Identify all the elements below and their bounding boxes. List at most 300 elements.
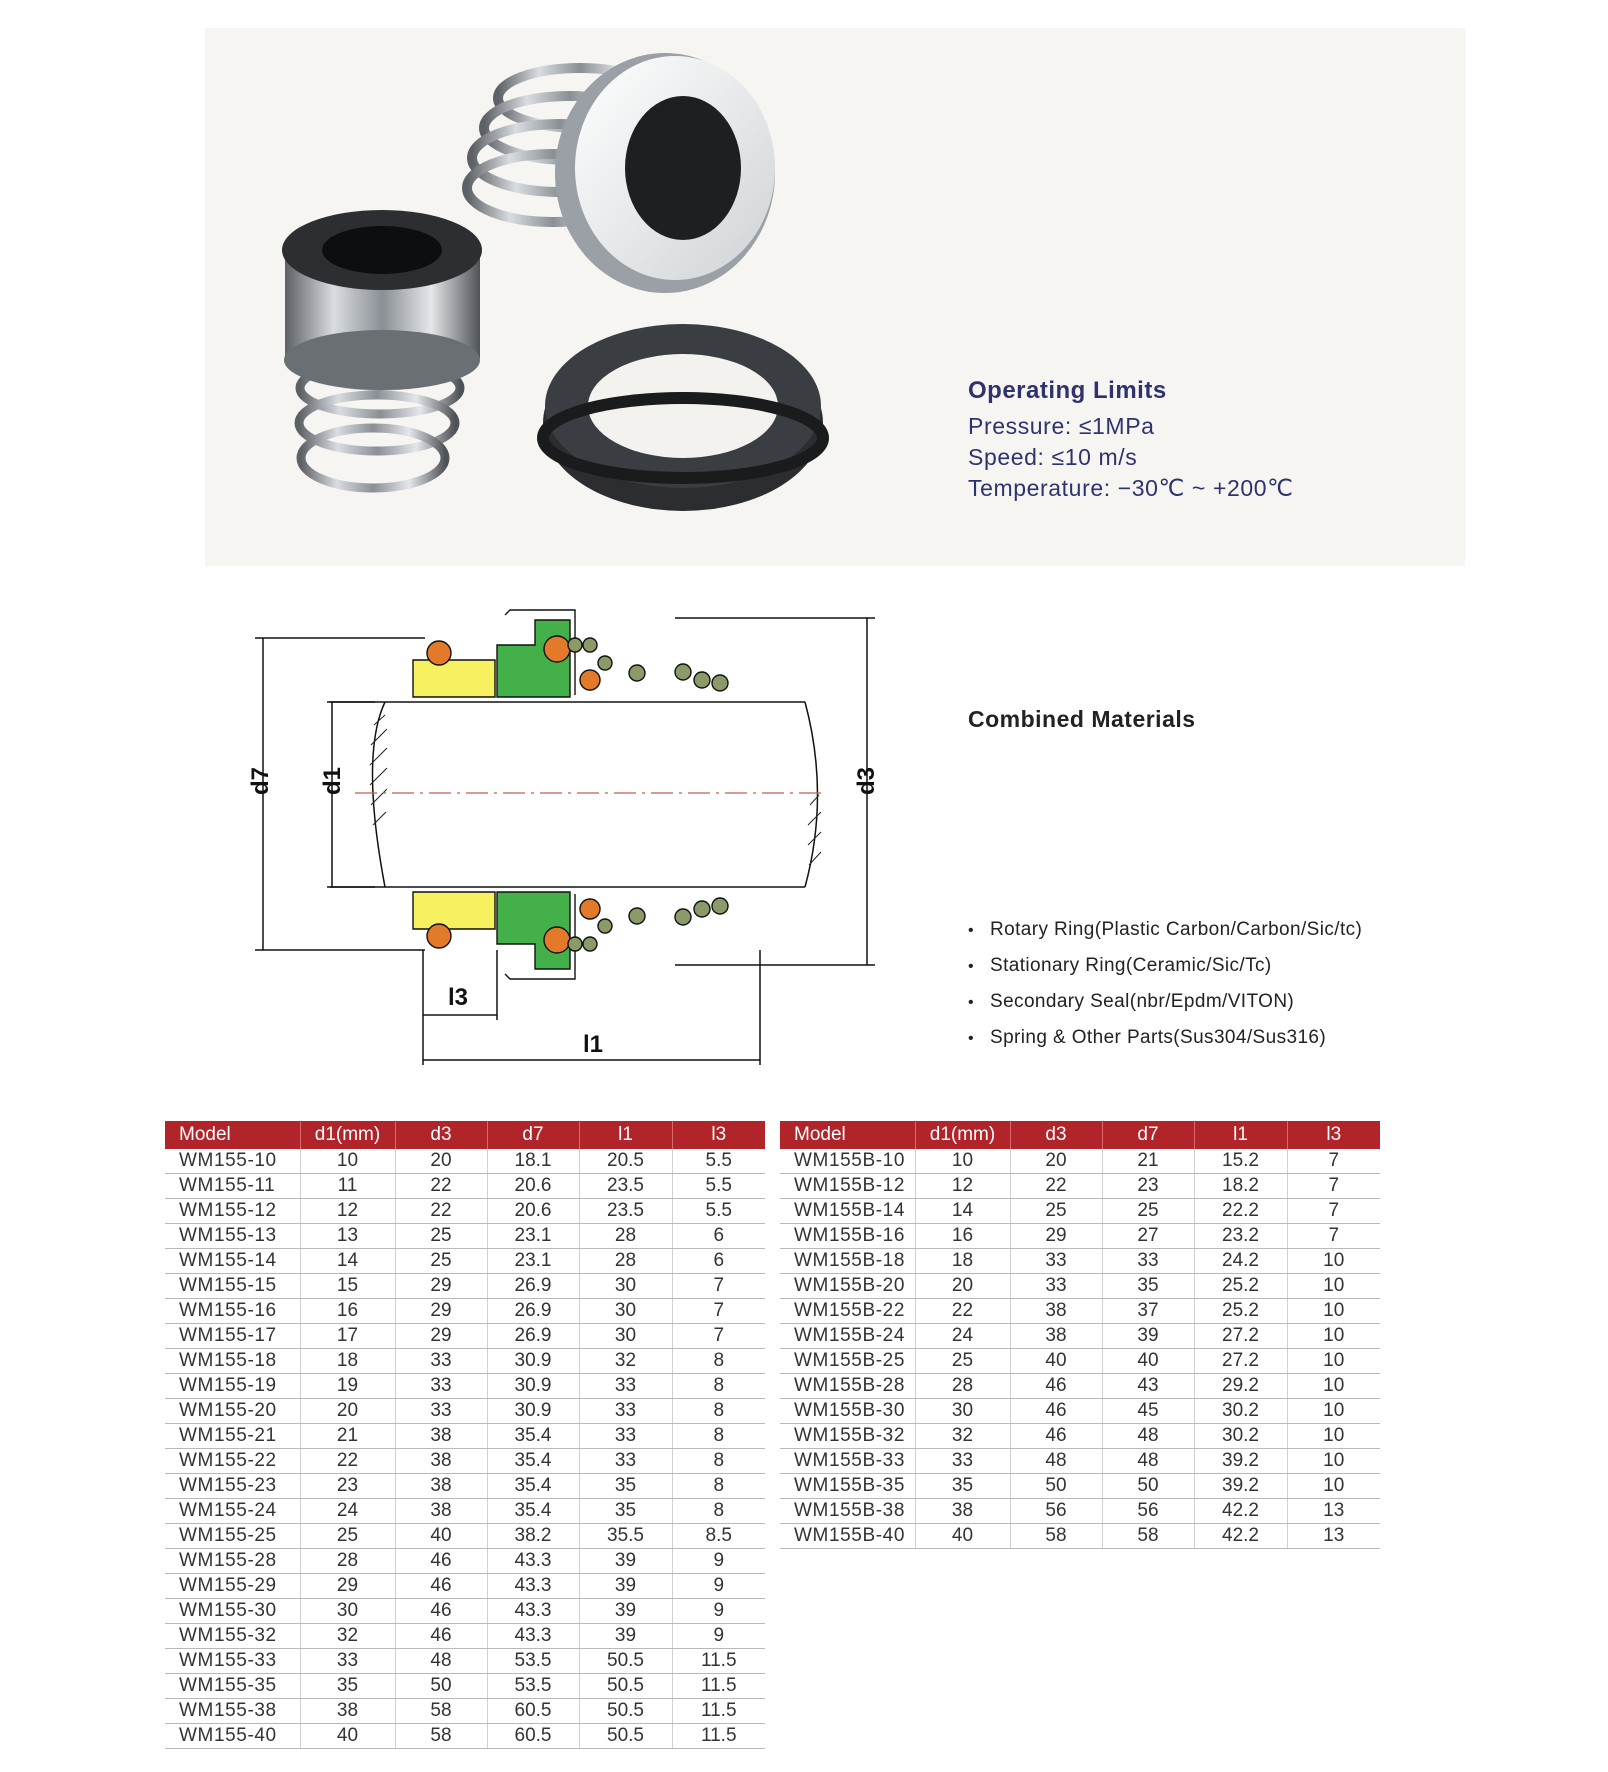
- value-cell: 23: [300, 1474, 395, 1499]
- value-cell: 25: [915, 1349, 1010, 1374]
- value-cell: 7: [672, 1299, 765, 1324]
- label-l1: l1: [583, 1031, 604, 1058]
- value-cell: 60.5: [487, 1724, 579, 1749]
- value-cell: 25: [395, 1224, 487, 1249]
- value-cell: 30.9: [487, 1399, 579, 1424]
- value-cell: 27.2: [1194, 1349, 1287, 1374]
- value-cell: 30: [579, 1324, 672, 1349]
- value-cell: 48: [1102, 1449, 1194, 1474]
- column-header: l1: [579, 1121, 672, 1149]
- table-row: [780, 1449, 1380, 1474]
- value-cell: 20: [915, 1274, 1010, 1299]
- table-row: [780, 1174, 1380, 1199]
- value-cell: 39: [579, 1599, 672, 1624]
- column-header: l3: [672, 1121, 765, 1149]
- material-item: • Spring & Other Parts(Sus304/Sus316): [968, 1020, 1362, 1056]
- column-header: l3: [1287, 1121, 1380, 1149]
- value-cell: 20.5: [579, 1149, 672, 1174]
- value-cell: 46: [1010, 1424, 1102, 1449]
- value-cell: 8.5: [672, 1524, 765, 1549]
- table-row: [165, 1699, 765, 1724]
- table-row: [780, 1274, 1380, 1299]
- value-cell: 38.2: [487, 1524, 579, 1549]
- table-row: [165, 1274, 765, 1299]
- table-row: [165, 1449, 765, 1474]
- model-cell: WM155B-22: [780, 1299, 915, 1324]
- value-cell: 50: [1010, 1474, 1102, 1499]
- value-cell: 25: [1010, 1199, 1102, 1224]
- value-cell: 7: [1287, 1174, 1380, 1199]
- value-cell: 18.1: [487, 1149, 579, 1174]
- table-row: [780, 1424, 1380, 1449]
- model-cell: WM155-19: [165, 1374, 300, 1399]
- spring-seal-photo: [282, 210, 482, 488]
- table-row: [780, 1474, 1380, 1499]
- table-row: [165, 1724, 765, 1749]
- value-cell: 33: [579, 1374, 672, 1399]
- value-cell: 15.2: [1194, 1149, 1287, 1174]
- value-cell: 43.3: [487, 1549, 579, 1574]
- model-cell: WM155B-40: [780, 1524, 915, 1549]
- table-row: [780, 1249, 1380, 1274]
- value-cell: 35.4: [487, 1424, 579, 1449]
- value-cell: 40: [1102, 1349, 1194, 1374]
- value-cell: 60.5: [487, 1699, 579, 1724]
- value-cell: 25: [1102, 1199, 1194, 1224]
- value-cell: 10: [1287, 1299, 1380, 1324]
- value-cell: 22: [915, 1299, 1010, 1324]
- value-cell: 17: [300, 1324, 395, 1349]
- table-row: [165, 1349, 765, 1374]
- value-cell: 29: [395, 1299, 487, 1324]
- model-cell: WM155-10: [165, 1149, 300, 1174]
- value-cell: 13: [1287, 1499, 1380, 1524]
- value-cell: 30.9: [487, 1349, 579, 1374]
- value-cell: 28: [300, 1549, 395, 1574]
- table-row: [165, 1674, 765, 1699]
- model-cell: WM155-14: [165, 1249, 300, 1274]
- model-cell: WM155-29: [165, 1574, 300, 1599]
- value-cell: 22: [1010, 1174, 1102, 1199]
- value-cell: 38: [395, 1424, 487, 1449]
- value-cell: 39: [579, 1549, 672, 1574]
- value-cell: 46: [1010, 1399, 1102, 1424]
- operating-limits-heading: Operating Limits: [968, 377, 1167, 404]
- value-cell: 11.5: [672, 1724, 765, 1749]
- value-cell: 30.2: [1194, 1424, 1287, 1449]
- seal-cross-section-drawing: [235, 605, 895, 1075]
- value-cell: 14: [300, 1249, 395, 1274]
- value-cell: 46: [395, 1549, 487, 1574]
- model-cell: WM155B-35: [780, 1474, 915, 1499]
- value-cell: 30: [915, 1399, 1010, 1424]
- value-cell: 29: [1010, 1224, 1102, 1249]
- value-cell: 23: [1102, 1174, 1194, 1199]
- table-row: [780, 1149, 1380, 1174]
- value-cell: 35.4: [487, 1449, 579, 1474]
- value-cell: 48: [395, 1649, 487, 1674]
- value-cell: 35: [915, 1474, 1010, 1499]
- value-cell: 8: [672, 1349, 765, 1374]
- value-cell: 8: [672, 1474, 765, 1499]
- value-cell: 39: [579, 1574, 672, 1599]
- value-cell: 9: [672, 1624, 765, 1649]
- value-cell: 33: [579, 1424, 672, 1449]
- value-cell: 26.9: [487, 1274, 579, 1299]
- label-l3: l3: [448, 984, 469, 1011]
- value-cell: 58: [395, 1699, 487, 1724]
- material-item: • Secondary Seal(nbr/Epdm/VITON): [968, 984, 1362, 1020]
- value-cell: 40: [1010, 1349, 1102, 1374]
- model-cell: WM155B-33: [780, 1449, 915, 1474]
- value-cell: 25.2: [1194, 1274, 1287, 1299]
- value-cell: 23.2: [1194, 1224, 1287, 1249]
- materials-list: [968, 912, 1362, 1056]
- value-cell: 10: [300, 1149, 395, 1174]
- value-cell: 10: [915, 1149, 1010, 1174]
- label-d7: d7: [247, 766, 274, 795]
- value-cell: 7: [1287, 1149, 1380, 1174]
- value-cell: 10: [1287, 1399, 1380, 1424]
- value-cell: 6: [672, 1249, 765, 1274]
- table-row: [780, 1374, 1380, 1399]
- value-cell: 58: [395, 1724, 487, 1749]
- value-cell: 50: [395, 1674, 487, 1699]
- value-cell: 10: [1287, 1424, 1380, 1449]
- value-cell: 18.2: [1194, 1174, 1287, 1199]
- value-cell: 42.2: [1194, 1524, 1287, 1549]
- value-cell: 26.9: [487, 1299, 579, 1324]
- value-cell: 38: [395, 1499, 487, 1524]
- model-cell: WM155B-32: [780, 1424, 915, 1449]
- value-cell: 50.5: [579, 1649, 672, 1674]
- value-cell: 58: [1102, 1524, 1194, 1549]
- value-cell: 35: [579, 1474, 672, 1499]
- model-cell: WM155B-18: [780, 1249, 915, 1274]
- value-cell: 38: [300, 1699, 395, 1724]
- model-cell: WM155B-30: [780, 1399, 915, 1424]
- value-cell: 11: [300, 1174, 395, 1199]
- value-cell: 20.6: [487, 1199, 579, 1224]
- value-cell: 20.6: [487, 1174, 579, 1199]
- value-cell: 50: [1102, 1474, 1194, 1499]
- value-cell: 22: [395, 1174, 487, 1199]
- value-cell: 19: [300, 1374, 395, 1399]
- value-cell: 24.2: [1194, 1249, 1287, 1274]
- value-cell: 33: [579, 1399, 672, 1424]
- column-header: d1(mm): [915, 1121, 1010, 1149]
- column-header: d3: [1010, 1121, 1102, 1149]
- material-item: • Stationary Ring(Ceramic/Sic/Tc): [968, 948, 1362, 984]
- table-row: [780, 1199, 1380, 1224]
- value-cell: 15: [300, 1274, 395, 1299]
- model-cell: WM155-30: [165, 1599, 300, 1624]
- value-cell: 10: [1287, 1324, 1380, 1349]
- value-cell: 28: [915, 1374, 1010, 1399]
- value-cell: 30: [579, 1274, 672, 1299]
- value-cell: 23.5: [579, 1199, 672, 1224]
- value-cell: 42.2: [1194, 1499, 1287, 1524]
- table-row: [165, 1649, 765, 1674]
- model-cell: WM155-38: [165, 1699, 300, 1724]
- value-cell: 37: [1102, 1299, 1194, 1324]
- value-cell: 29: [300, 1574, 395, 1599]
- table-row: [165, 1574, 765, 1599]
- value-cell: 23.5: [579, 1174, 672, 1199]
- value-cell: 29: [395, 1324, 487, 1349]
- value-cell: 43.3: [487, 1574, 579, 1599]
- table-row: [165, 1499, 765, 1524]
- value-cell: 9: [672, 1574, 765, 1599]
- table-row: [165, 1174, 765, 1199]
- stationary-ring-photo: [543, 324, 823, 511]
- value-cell: 16: [915, 1224, 1010, 1249]
- table-row: [780, 1524, 1380, 1549]
- model-cell: WM155-13: [165, 1224, 300, 1249]
- table-row: [165, 1224, 765, 1249]
- column-header: d7: [487, 1121, 579, 1149]
- table-header-row: [780, 1121, 1380, 1149]
- value-cell: 35: [579, 1499, 672, 1524]
- table-row: [165, 1399, 765, 1424]
- value-cell: 38: [395, 1449, 487, 1474]
- column-header: d1(mm): [300, 1121, 395, 1149]
- model-cell: WM155B-38: [780, 1499, 915, 1524]
- value-cell: 11.5: [672, 1699, 765, 1724]
- value-cell: 38: [395, 1474, 487, 1499]
- value-cell: 8: [672, 1424, 765, 1449]
- value-cell: 46: [1010, 1374, 1102, 1399]
- value-cell: 28: [579, 1249, 672, 1274]
- value-cell: 10: [1287, 1449, 1380, 1474]
- value-cell: 33: [1010, 1274, 1102, 1299]
- value-cell: 46: [395, 1624, 487, 1649]
- table-row: [165, 1149, 765, 1174]
- value-cell: 25: [300, 1524, 395, 1549]
- value-cell: 40: [395, 1524, 487, 1549]
- model-cell: WM155-40: [165, 1724, 300, 1749]
- table-row: [165, 1324, 765, 1349]
- value-cell: 46: [395, 1574, 487, 1599]
- value-cell: 40: [300, 1724, 395, 1749]
- value-cell: 22.2: [1194, 1199, 1287, 1224]
- value-cell: 50.5: [579, 1724, 672, 1749]
- table-row: [165, 1199, 765, 1224]
- value-cell: 32: [579, 1349, 672, 1374]
- column-header: d7: [1102, 1121, 1194, 1149]
- model-cell: WM155B-28: [780, 1374, 915, 1399]
- value-cell: 39.2: [1194, 1449, 1287, 1474]
- value-cell: 33: [300, 1649, 395, 1674]
- value-cell: 23.1: [487, 1224, 579, 1249]
- value-cell: 9: [672, 1599, 765, 1624]
- value-cell: 50.5: [579, 1674, 672, 1699]
- combined-materials-heading: Combined Materials: [968, 706, 1196, 732]
- value-cell: 38: [1010, 1299, 1102, 1324]
- value-cell: 39: [579, 1624, 672, 1649]
- table-row: [780, 1324, 1380, 1349]
- value-cell: 39.2: [1194, 1474, 1287, 1499]
- value-cell: 33: [915, 1449, 1010, 1474]
- table-row: [165, 1424, 765, 1449]
- table-row: [165, 1374, 765, 1399]
- value-cell: 13: [300, 1224, 395, 1249]
- value-cell: 7: [1287, 1224, 1380, 1249]
- value-cell: 7: [672, 1274, 765, 1299]
- table-row: [780, 1349, 1380, 1374]
- value-cell: 11.5: [672, 1674, 765, 1699]
- value-cell: 35.5: [579, 1524, 672, 1549]
- model-cell: WM155-33: [165, 1649, 300, 1674]
- value-cell: 7: [1287, 1199, 1380, 1224]
- value-cell: 20: [300, 1399, 395, 1424]
- model-cell: WM155B-25: [780, 1349, 915, 1374]
- value-cell: 10: [1287, 1249, 1380, 1274]
- model-cell: WM155-24: [165, 1499, 300, 1524]
- value-cell: 30: [300, 1599, 395, 1624]
- value-cell: 25.2: [1194, 1299, 1287, 1324]
- table-row: [165, 1299, 765, 1324]
- model-cell: WM155B-12: [780, 1174, 915, 1199]
- product-photo: [205, 28, 965, 566]
- table-row: [165, 1474, 765, 1499]
- value-cell: 10: [1287, 1474, 1380, 1499]
- value-cell: 30: [579, 1299, 672, 1324]
- model-cell: WM155-11: [165, 1174, 300, 1199]
- table-header-row: [165, 1121, 765, 1149]
- value-cell: 29.2: [1194, 1374, 1287, 1399]
- value-cell: 24: [915, 1324, 1010, 1349]
- value-cell: 21: [1102, 1149, 1194, 1174]
- model-cell: WM155-32: [165, 1624, 300, 1649]
- value-cell: 12: [915, 1174, 1010, 1199]
- value-cell: 8: [672, 1499, 765, 1524]
- model-cell: WM155B-16: [780, 1224, 915, 1249]
- value-cell: 21: [300, 1424, 395, 1449]
- value-cell: 24: [300, 1499, 395, 1524]
- table-row: [165, 1549, 765, 1574]
- value-cell: 56: [1010, 1499, 1102, 1524]
- value-cell: 56: [1102, 1499, 1194, 1524]
- table-row: [780, 1224, 1380, 1249]
- value-cell: 10: [1287, 1349, 1380, 1374]
- value-cell: 18: [300, 1349, 395, 1374]
- value-cell: 35.4: [487, 1474, 579, 1499]
- value-cell: 10: [1287, 1374, 1380, 1399]
- value-cell: 53.5: [487, 1649, 579, 1674]
- value-cell: 23.1: [487, 1249, 579, 1274]
- value-cell: 50.5: [579, 1699, 672, 1724]
- value-cell: 27: [1102, 1224, 1194, 1249]
- value-cell: 33: [579, 1449, 672, 1474]
- value-cell: 46: [395, 1599, 487, 1624]
- table-row: [165, 1624, 765, 1649]
- value-cell: 32: [300, 1624, 395, 1649]
- value-cell: 11.5: [672, 1649, 765, 1674]
- column-header: Model: [780, 1121, 915, 1149]
- value-cell: 28: [579, 1224, 672, 1249]
- value-cell: 33: [395, 1374, 487, 1399]
- wm155-size-table: [165, 1121, 765, 1749]
- model-cell: WM155B-10: [780, 1149, 915, 1174]
- value-cell: 5.5: [672, 1174, 765, 1199]
- model-cell: WM155-17: [165, 1324, 300, 1349]
- model-cell: WM155-18: [165, 1349, 300, 1374]
- value-cell: 13: [1287, 1524, 1380, 1549]
- label-d3: d3: [853, 766, 880, 795]
- wm155b-size-table: [780, 1121, 1380, 1549]
- label-d1: d1: [319, 766, 346, 795]
- value-cell: 43: [1102, 1374, 1194, 1399]
- model-cell: WM155-25: [165, 1524, 300, 1549]
- value-cell: 33: [1102, 1249, 1194, 1274]
- value-cell: 53.5: [487, 1674, 579, 1699]
- table-row: [780, 1499, 1380, 1524]
- model-cell: WM155B-24: [780, 1324, 915, 1349]
- value-cell: 58: [1010, 1524, 1102, 1549]
- value-cell: 14: [915, 1199, 1010, 1224]
- model-cell: WM155-22: [165, 1449, 300, 1474]
- value-cell: 38: [1010, 1324, 1102, 1349]
- value-cell: 22: [300, 1449, 395, 1474]
- rotary-seal-photo: [467, 53, 775, 293]
- value-cell: 27.2: [1194, 1324, 1287, 1349]
- table-row: [780, 1399, 1380, 1424]
- value-cell: 30.9: [487, 1374, 579, 1399]
- model-cell: WM155-15: [165, 1274, 300, 1299]
- value-cell: 8: [672, 1399, 765, 1424]
- value-cell: 30.2: [1194, 1399, 1287, 1424]
- value-cell: 32: [915, 1424, 1010, 1449]
- operating-limits: [968, 377, 1294, 504]
- value-cell: 5.5: [672, 1149, 765, 1174]
- value-cell: 8: [672, 1449, 765, 1474]
- value-cell: 43.3: [487, 1599, 579, 1624]
- value-cell: 26.9: [487, 1324, 579, 1349]
- pressure-limit: Pressure: ≤1MPa: [968, 413, 1155, 439]
- temperature-limit: Temperature: −30℃ ~ +200℃: [968, 475, 1294, 501]
- value-cell: 35: [1102, 1274, 1194, 1299]
- model-cell: WM155-12: [165, 1199, 300, 1224]
- table-row: [165, 1524, 765, 1549]
- column-header: d3: [395, 1121, 487, 1149]
- value-cell: 18: [915, 1249, 1010, 1274]
- model-cell: WM155B-20: [780, 1274, 915, 1299]
- value-cell: 25: [395, 1249, 487, 1274]
- material-item: • Rotary Ring(Plastic Carbon/Carbon/Sic/tc): [968, 912, 1362, 948]
- model-cell: WM155-35: [165, 1674, 300, 1699]
- model-cell: WM155-23: [165, 1474, 300, 1499]
- table-row: [780, 1299, 1380, 1324]
- value-cell: 10: [1287, 1274, 1380, 1299]
- value-cell: 45: [1102, 1399, 1194, 1424]
- model-cell: WM155B-14: [780, 1199, 915, 1224]
- column-header: Model: [165, 1121, 300, 1149]
- value-cell: 12: [300, 1199, 395, 1224]
- value-cell: 35: [300, 1674, 395, 1699]
- value-cell: 33: [395, 1399, 487, 1424]
- value-cell: 33: [1010, 1249, 1102, 1274]
- column-header: l1: [1194, 1121, 1287, 1149]
- value-cell: 48: [1010, 1449, 1102, 1474]
- value-cell: 43.3: [487, 1624, 579, 1649]
- value-cell: 5.5: [672, 1199, 765, 1224]
- value-cell: 9: [672, 1549, 765, 1574]
- table-row: [165, 1599, 765, 1624]
- value-cell: 48: [1102, 1424, 1194, 1449]
- model-cell: WM155-28: [165, 1549, 300, 1574]
- speed-limit: Speed: ≤10 m/s: [968, 444, 1138, 470]
